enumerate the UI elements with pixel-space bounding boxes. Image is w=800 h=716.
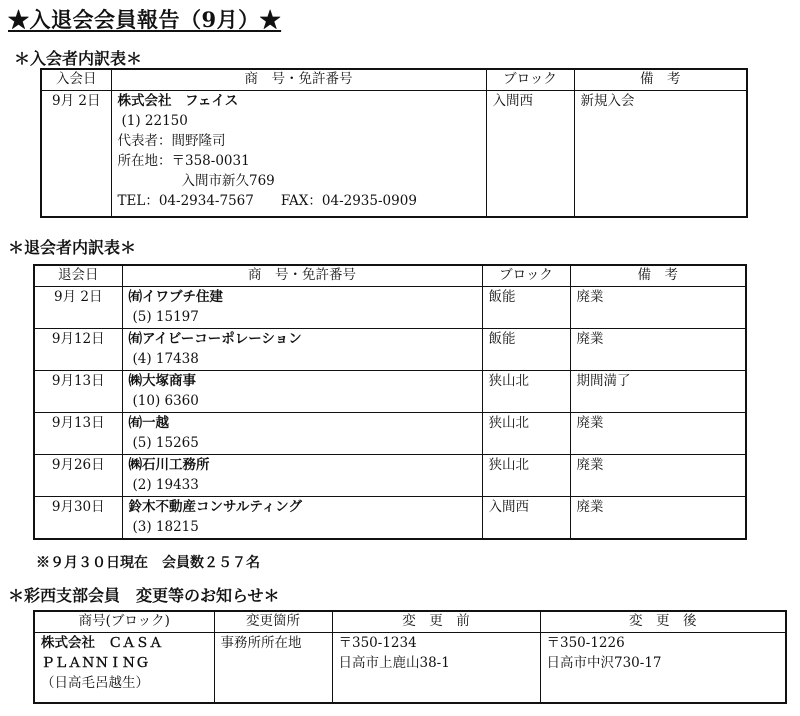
change-company-block: （日高毛呂越生） (41, 675, 149, 691)
leave-company-cell (122, 287, 482, 329)
leave-license: (4) 17438 (132, 351, 199, 367)
leave-header-name: 商 号・免許番号 (122, 265, 482, 287)
change-after-cell (540, 633, 786, 703)
leave-table (33, 264, 747, 540)
change-after-postal: 〒350-1226 (546, 635, 625, 651)
leave-date: 9月13日 (34, 371, 122, 413)
leave-header-row (34, 265, 746, 287)
page-title: ★入退会会員報告（9月）★ (8, 7, 282, 32)
join-row (41, 91, 747, 217)
leave-header-note: 備 考 (570, 265, 746, 287)
change-header-field: 変更箇所 (214, 611, 332, 633)
leave-block: 狭山北 (482, 455, 570, 497)
member-count-note: ※９月３０日現在 会員数２５７名 (36, 555, 260, 571)
join-heading: ＊入会者内訳表＊ (14, 49, 143, 68)
leave-note: 廃業 (570, 287, 746, 329)
leave-block: 狭山北 (482, 371, 570, 413)
leave-date: 9月12日 (34, 329, 122, 371)
leave-license: (3) 18215 (132, 519, 199, 535)
leave-company-name: ㈲一越 (128, 415, 169, 431)
change-header-row (34, 611, 786, 633)
join-company-name: 株式会社 フェイス (117, 93, 239, 109)
leave-date: 9月26日 (34, 455, 122, 497)
change-company-name-line1: 株式会社 ＣＡＳＡ (41, 635, 163, 651)
leave-date: 9月30日 (34, 497, 122, 539)
table-row (34, 287, 746, 329)
change-company-name-line2: ＰＬＡＮＮＩＮＧ (41, 655, 149, 671)
leave-company-cell (122, 455, 482, 497)
table-row (34, 329, 746, 371)
change-field: 事務所所在地 (214, 633, 332, 703)
leave-company-cell (122, 371, 482, 413)
join-block: 入間西 (486, 91, 574, 217)
table-row (34, 413, 746, 455)
leave-note: 廃業 (570, 497, 746, 539)
leave-date: 9月 2日 (34, 287, 122, 329)
join-date: 9月 2日 (41, 91, 111, 217)
join-table (40, 68, 748, 218)
leave-block: 入間西 (482, 497, 570, 539)
leave-note: 廃業 (570, 413, 746, 455)
leave-note: 廃業 (570, 329, 746, 371)
join-tel-fax: TEL：04-2934-7567 FAX：04-2935-0909 (117, 193, 417, 209)
leave-company-cell (122, 413, 482, 455)
change-row (34, 633, 786, 703)
change-before-postal: 〒350-1234 (338, 635, 417, 651)
leave-header-block: ブロック (482, 265, 570, 287)
change-company-cell (34, 633, 214, 703)
join-representative: 代表者：間野隆司 (117, 133, 226, 149)
change-header-name: 商号(ブロック) (34, 611, 214, 633)
leave-block: 飯能 (482, 329, 570, 371)
join-address-postal: 所在地：〒358-0031 (117, 153, 250, 169)
change-before-address: 日高市上鹿山38-1 (338, 655, 450, 671)
leave-header-date: 退会日 (34, 265, 122, 287)
join-header-name: 商 号・免許番号 (111, 69, 486, 91)
change-before-cell (332, 633, 540, 703)
leave-block: 狭山北 (482, 413, 570, 455)
leave-license: (5) 15197 (132, 309, 199, 325)
leave-license: (5) 15265 (132, 435, 199, 451)
table-row (34, 371, 746, 413)
change-after-address: 日高市中沢730-17 (546, 655, 662, 671)
leave-company-name: 鈴木不動産コンサルティング (128, 499, 302, 515)
leave-note: 廃業 (570, 455, 746, 497)
join-license: (1) 22150 (121, 113, 188, 129)
change-heading: ＊彩西支部会員 変更等のお知らせ＊ (8, 586, 280, 605)
join-header-row (41, 69, 747, 91)
leave-block: 飯能 (482, 287, 570, 329)
change-table (33, 610, 787, 704)
join-header-note: 備 考 (574, 69, 747, 91)
change-header-before: 変 更 前 (332, 611, 540, 633)
change-header-after: 変 更 後 (540, 611, 786, 633)
table-row (34, 497, 746, 539)
leave-note: 期間満了 (570, 371, 746, 413)
leave-company-cell (122, 329, 482, 371)
leave-company-cell (122, 497, 482, 539)
join-note: 新規入会 (574, 91, 747, 217)
leave-license: (2) 19433 (132, 477, 199, 493)
leave-company-name: ㈲イワブチ住建 (128, 289, 223, 305)
join-company-cell (111, 91, 486, 217)
leave-date: 9月13日 (34, 413, 122, 455)
join-header-block: ブロック (486, 69, 574, 91)
leave-company-name: ㈲アイビーコーポレーション (128, 331, 302, 347)
join-address-city: 入間市新久769 (181, 173, 275, 189)
join-header-date: 入会日 (41, 69, 111, 91)
table-row (34, 455, 746, 497)
leave-company-name: ㈱大塚商事 (128, 373, 196, 389)
leave-heading: ＊退会者内訳表＊ (8, 238, 137, 257)
leave-company-name: ㈱石川工務所 (128, 457, 210, 473)
leave-license: (10) 6360 (132, 393, 199, 409)
